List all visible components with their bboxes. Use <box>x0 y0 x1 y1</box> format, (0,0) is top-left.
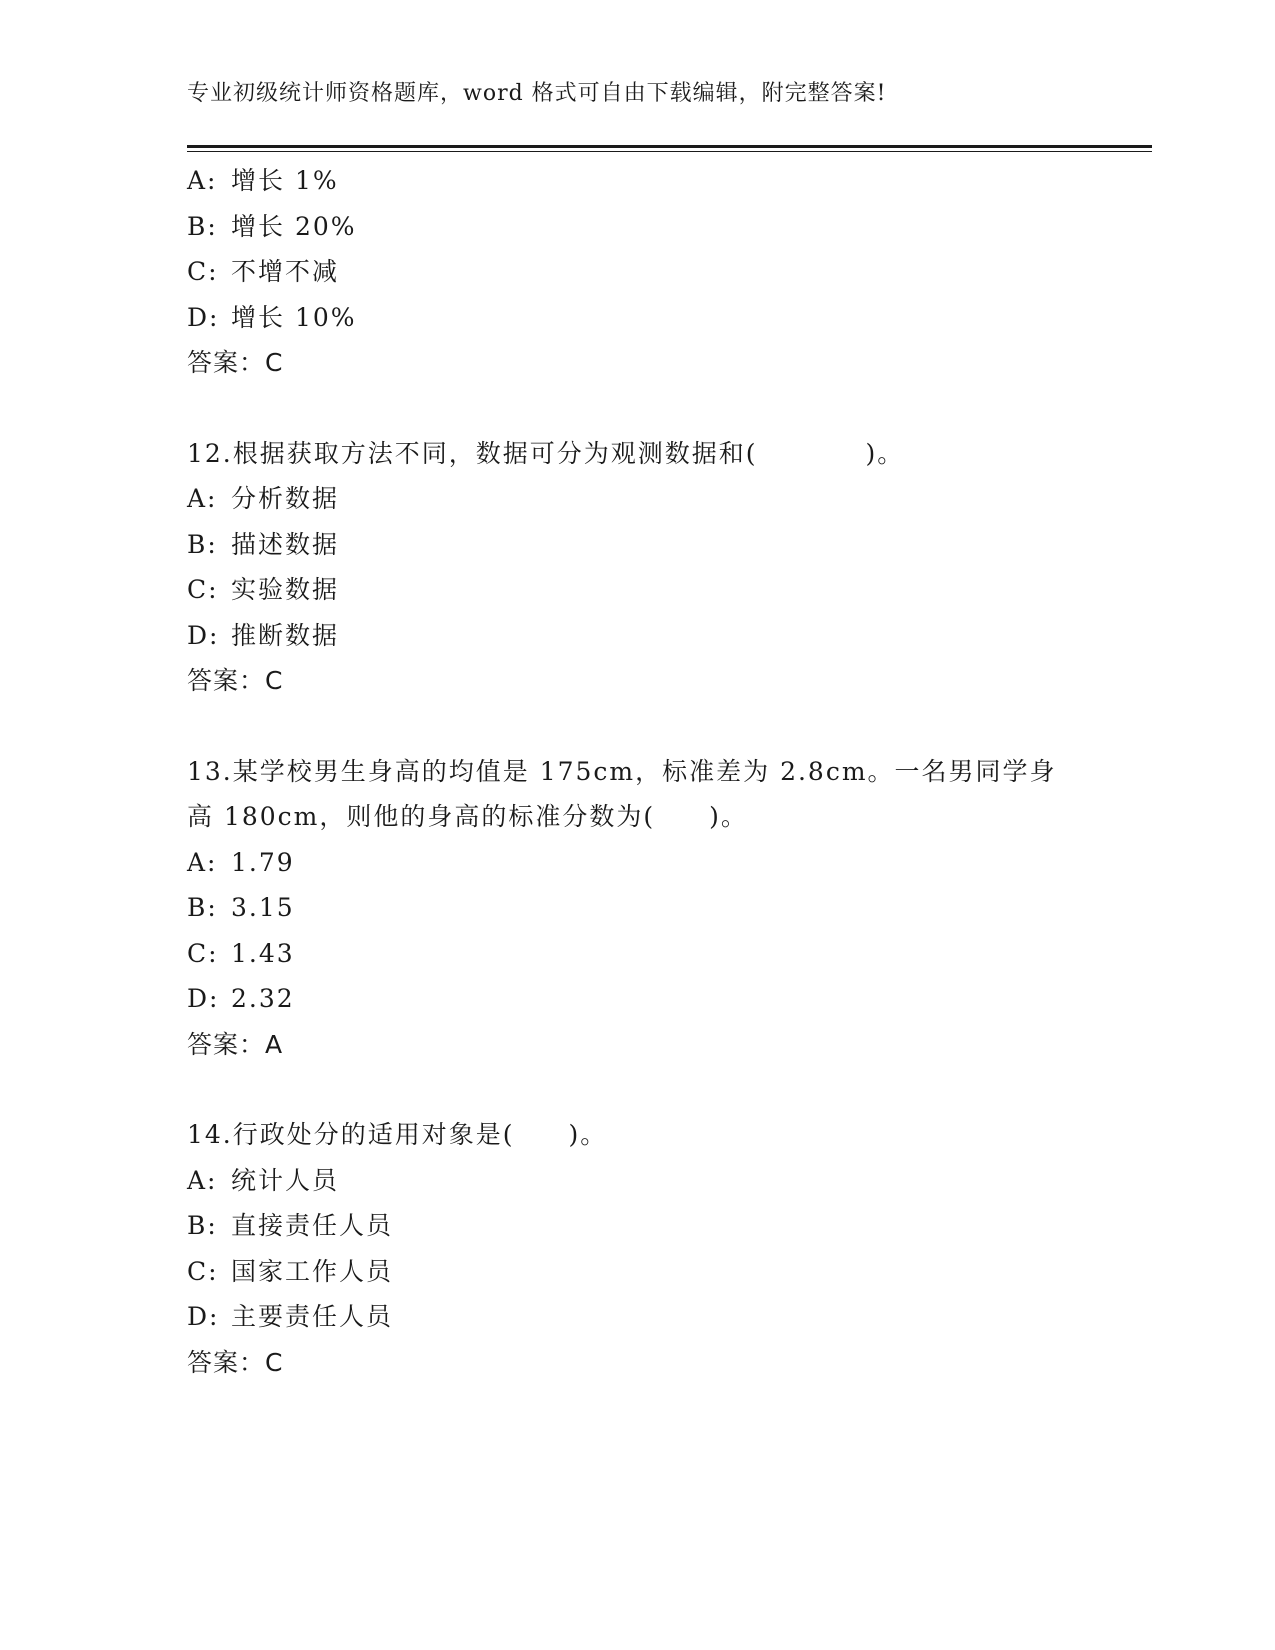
option-letter: B: <box>187 893 218 922</box>
option-a <box>187 840 1087 886</box>
option-d <box>187 976 1087 1022</box>
option-text: 增长 1% <box>231 166 339 195</box>
question-stem: 13.某学校男生身高的均值是 175cm，标准差为 2.8cm。一名男同学身 <box>187 756 1057 786</box>
option-c <box>187 1249 1087 1295</box>
question-block-13 <box>187 749 1087 1068</box>
option-letter: A: <box>187 166 218 195</box>
option-text: 增长 20% <box>231 211 357 241</box>
option-c <box>187 931 1087 977</box>
option-text: 2.32 <box>231 984 295 1013</box>
answer-line: 答案：C <box>187 1347 284 1377</box>
option-d <box>187 1294 1087 1340</box>
option-letter: A: <box>187 484 218 513</box>
option-text: 3.15 <box>231 893 295 922</box>
option-letter: D: <box>187 984 220 1013</box>
option-text: 分析数据 <box>231 484 340 513</box>
option-text: 直接责任人员 <box>231 1211 394 1240</box>
spacer <box>187 386 1087 431</box>
option-letter: C: <box>187 1256 219 1286</box>
option-letter: C: <box>187 257 219 286</box>
option-text: 增长 10% <box>231 302 357 332</box>
option-c <box>187 249 1087 295</box>
option-letter: D: <box>187 1302 220 1331</box>
option-letter: D: <box>187 302 220 332</box>
answer-line: 答案：C <box>187 666 284 695</box>
question-block-14 <box>187 1112 1087 1385</box>
spacer <box>187 1067 1087 1112</box>
option-letter: A: <box>187 1165 218 1195</box>
spacer <box>187 704 1087 749</box>
option-a <box>187 158 1087 204</box>
option-d <box>187 295 1087 341</box>
question-stem: 12.根据获取方法不同，数据可分为观测数据和( )。 <box>187 438 905 468</box>
option-letter: B: <box>187 1211 218 1240</box>
question-stem: 14.行政处分的适用对象是( )。 <box>187 1120 608 1149</box>
option-text: 国家工作人员 <box>231 1256 394 1286</box>
option-b <box>187 885 1087 931</box>
answer-line: 答案：C <box>187 348 284 377</box>
option-text: 统计人员 <box>231 1165 340 1195</box>
question-block-11 <box>187 158 1087 386</box>
option-a <box>187 476 1087 522</box>
option-text: 主要责任人员 <box>231 1302 394 1331</box>
option-letter: B: <box>187 211 218 241</box>
question-list <box>187 158 1087 1385</box>
option-b <box>187 204 1087 250</box>
option-b <box>187 522 1087 568</box>
option-text: 1.43 <box>231 938 295 968</box>
option-b <box>187 1203 1087 1249</box>
option-a <box>187 1158 1087 1204</box>
header-divider-thick <box>187 145 1152 148</box>
option-text: 1.79 <box>231 847 295 877</box>
question-block-12 <box>187 431 1087 704</box>
option-letter: D: <box>187 620 220 650</box>
option-text: 描述数据 <box>231 529 340 559</box>
option-c <box>187 567 1087 613</box>
option-letter: A: <box>187 847 218 877</box>
header-divider-thin <box>187 151 1152 152</box>
answer-line: 答案：A <box>187 1029 284 1059</box>
option-d <box>187 613 1087 659</box>
option-letter: C: <box>187 575 219 604</box>
option-letter: C: <box>187 938 219 968</box>
question-stem-continued: 高 180cm，则他的身高的标准分数为( )。 <box>187 802 748 831</box>
option-text: 实验数据 <box>231 575 340 604</box>
option-text: 推断数据 <box>231 620 340 650</box>
page-header-title: 专业初级统计师资格题库，word 格式可自由下载编辑，附完整答案! <box>187 81 887 106</box>
option-letter: B: <box>187 529 218 559</box>
option-text: 不增不减 <box>231 257 340 286</box>
